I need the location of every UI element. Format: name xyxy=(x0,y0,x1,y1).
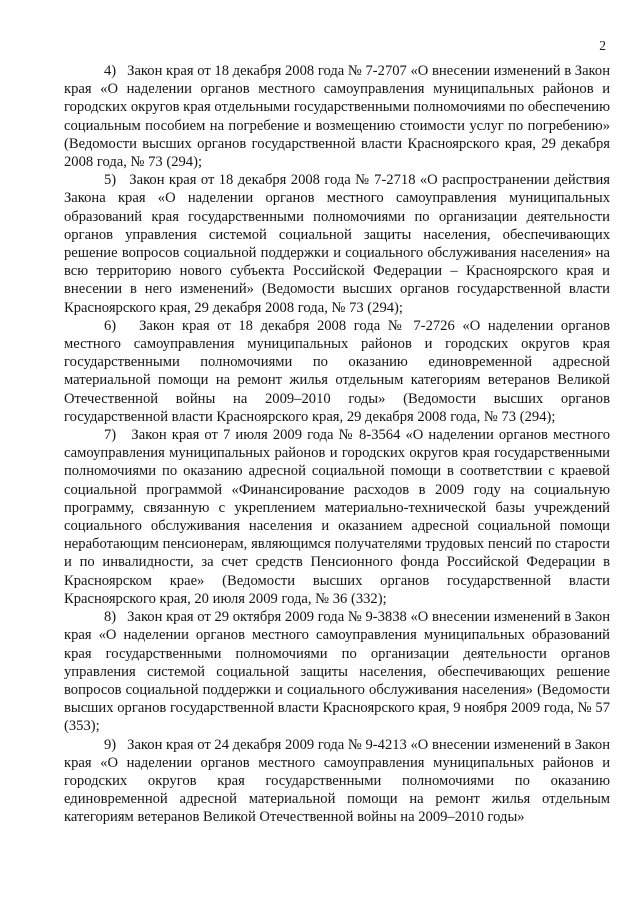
list-item-5: 5) Закон края от 18 декабря 2008 года № 7-2718 «О распространении действия Закона края «О наделении органов местного самоуправления муниципальных образований края государственными полномочиями по организации деятельности органов управления системой социальной защиты населения, обеспечивающих решение вопросов социальной поддержки и социального обслуживания населения» на всю территорию нового субъекта Российской Федерации – Красноярского края и внесении в него изменений» (Ведомости высших органов государственной власти Красноярского края, 29 декабря 2008 года, № 73 (294); xyxy=(64,172,610,316)
list-item-4: 4) Закон края от 18 декабря 2008 года № 7-2707 «О внесении изменений в Закон края «О наделении органов местного самоуправления муниципальных районов и городских округов края отдельными государственными полномочиями по обеспечению социальным пособием на погребение и возмещению стоимости услуг по погребению» (Ведомости высших органов государственной власти Красноярского края, 29 декабря 2008 года, № 73 (294); xyxy=(64,63,610,171)
list-item-7: 7) Закон края от 7 июля 2009 года № 8-3564 «О наделении органов местного самоуправления муниципальных районов и городских округов края государственными полномочиями по оказанию адресной социальной помощи в соответствии с краевой социальной программой «Финансирование расходов в 2009 году на социальную программу, связанную с укреплением материально-технической базы учреждений социального обслуживания населения и оказанием адресной социальной помощи неработающим пенсионерам, являющимся получателями трудовых пенсий по старости и по инвалидности, за счет средств Пенсионного фонда Российской Федерации в Красноярском крае» (Ведомости высших органов государственной власти Красноярского края, 20 июля 2009 года, № 36 (332); xyxy=(64,427,610,607)
list-item-9: 9) Закон края от 24 декабря 2009 года № 9-4213 «О внесении изменений в Закон края «О наделении органов местного самоуправления муниципальных районов и городских округов края государственными полномочиями по оказанию единовременной адресной материальной помощи на ремонт жилья отдельным категориям ветеранов Великой Отечественной войны на 2009–2010 годы» xyxy=(64,736,610,826)
page-number: 2 xyxy=(599,38,606,53)
list-item-8: 8) Закон края от 29 октября 2009 года № 9-3838 «О внесении изменений в Закон края «О наделении органов местного самоуправления муниципальных образований края государственными полномочиями по организации деятельности органов управления системой социальной защиты населения, обеспечивающих решение вопросов социальной поддержки и социального обслуживания населения» (Ведомости высших органов государственной власти Красноярского края, 9 ноября 2009 года, № 57 (353); xyxy=(64,609,610,735)
law-list xyxy=(64,62,610,827)
list-item-6: 6) Закон края от 18 декабря 2008 года № 7-2726 «О наделении органов местного самоуправления муниципальных районов и городских округов края государственными полномочиями по оказанию единовременной адресной материальной помощи на ремонт жилья отдельным категориям ветеранов Великой Отечественной войны на 2009–2010 годы» (Ведомости высших органов государственной власти Красноярского края, 29 декабря 2008 года, № 73 (294); xyxy=(64,317,610,425)
